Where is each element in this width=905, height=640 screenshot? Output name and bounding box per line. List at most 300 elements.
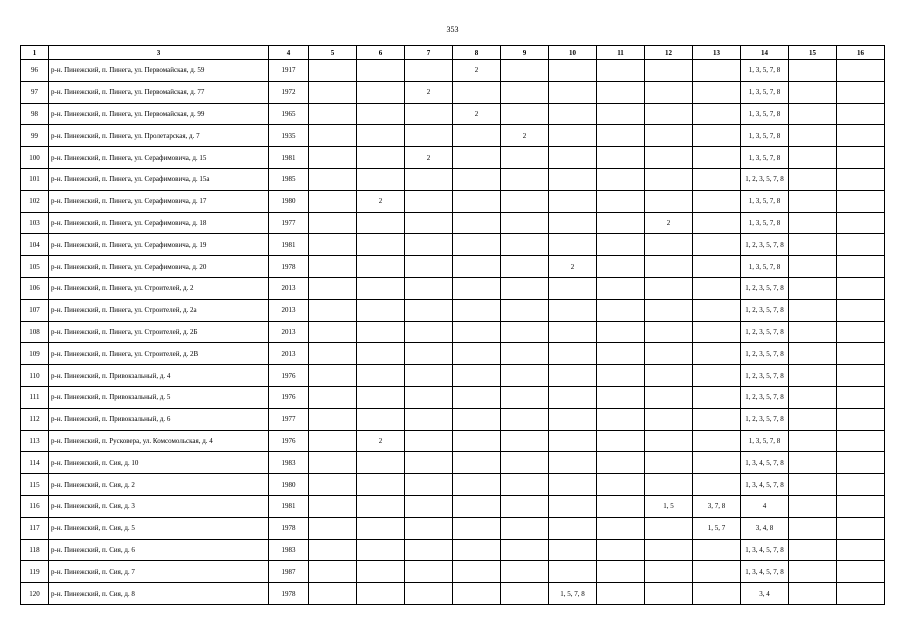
address-cell: р-н. Пинежский, п. Пинега, ул. Первомайская, д. 59: [49, 60, 269, 82]
col-11-cell: [597, 561, 645, 583]
col-8-cell: [453, 125, 501, 147]
col-16-cell: [837, 125, 885, 147]
col-6-cell: [357, 125, 405, 147]
col-11-cell: [597, 452, 645, 474]
col-9-cell: [501, 256, 549, 278]
col-15-cell: [789, 234, 837, 256]
table-row: [21, 430, 885, 452]
col-7-cell: [405, 561, 453, 583]
col-9-cell: [501, 517, 549, 539]
col-14-cell: 1, 2, 3, 5, 7, 8: [741, 234, 789, 256]
col-13-cell: [693, 321, 741, 343]
col-10-cell: [549, 212, 597, 234]
year-cell: 1972: [269, 81, 309, 103]
col-8-cell: [453, 277, 501, 299]
col-15-cell: [789, 452, 837, 474]
row-number-cell: 96: [21, 60, 49, 82]
col-7-cell: [405, 103, 453, 125]
col-9-cell: [501, 212, 549, 234]
address-cell: р-н. Пинежский, п. Русковера, ул. Комсомольская, д. 4: [49, 430, 269, 452]
table-row: [21, 299, 885, 321]
col-13-cell: [693, 299, 741, 321]
column-header: 8: [453, 46, 501, 60]
col-10-cell: [549, 517, 597, 539]
col-13-cell: [693, 168, 741, 190]
column-header: 11: [597, 46, 645, 60]
col-10-cell: [549, 125, 597, 147]
address-cell: р-н. Пинежский, п. Пинега, ул. Серафимовича, д. 15: [49, 147, 269, 169]
col-13-cell: [693, 256, 741, 278]
col-6-cell: [357, 517, 405, 539]
col-16-cell: [837, 386, 885, 408]
col-11-cell: [597, 212, 645, 234]
table-row: [21, 234, 885, 256]
col-13-cell: [693, 430, 741, 452]
col-14-cell: 1, 2, 3, 5, 7, 8: [741, 365, 789, 387]
year-cell: 1981: [269, 495, 309, 517]
col-16-cell: [837, 168, 885, 190]
col-6-cell: [357, 583, 405, 605]
col-13-cell: [693, 474, 741, 496]
column-header: 13: [693, 46, 741, 60]
year-cell: 1980: [269, 190, 309, 212]
col-12-cell: [645, 452, 693, 474]
col-12-cell: [645, 561, 693, 583]
col-10-cell: [549, 474, 597, 496]
col-16-cell: [837, 60, 885, 82]
col-8-cell: [453, 190, 501, 212]
col-13-cell: [693, 539, 741, 561]
col-10-cell: 1, 5, 7, 8: [549, 583, 597, 605]
row-number-cell: 97: [21, 81, 49, 103]
col-5-cell: [309, 103, 357, 125]
row-number-cell: 108: [21, 321, 49, 343]
col-11-cell: [597, 583, 645, 605]
col-16-cell: [837, 256, 885, 278]
col-5-cell: [309, 430, 357, 452]
address-cell: р-н. Пинежский, п. Пинега, ул. Строителей, д. 2а: [49, 299, 269, 321]
col-13-cell: [693, 386, 741, 408]
table-row: [21, 256, 885, 278]
col-16-cell: [837, 408, 885, 430]
col-8-cell: [453, 234, 501, 256]
col-9-cell: [501, 343, 549, 365]
address-cell: р-н. Пинежский, п. Сия, д. 7: [49, 561, 269, 583]
col-14-cell: 1, 3, 5, 7, 8: [741, 103, 789, 125]
row-number-cell: 119: [21, 561, 49, 583]
col-15-cell: [789, 321, 837, 343]
address-cell: р-н. Пинежский, п. Пинега, ул. Серафимовича, д. 17: [49, 190, 269, 212]
col-8-cell: [453, 495, 501, 517]
col-6-cell: [357, 561, 405, 583]
col-12-cell: [645, 408, 693, 430]
col-9-cell: [501, 474, 549, 496]
col-15-cell: [789, 517, 837, 539]
col-8-cell: 2: [453, 60, 501, 82]
col-7-cell: [405, 256, 453, 278]
col-10-cell: [549, 168, 597, 190]
col-5-cell: [309, 277, 357, 299]
table-row: [21, 495, 885, 517]
col-16-cell: [837, 212, 885, 234]
col-7-cell: [405, 430, 453, 452]
col-10-cell: [549, 408, 597, 430]
col-14-cell: 1, 2, 3, 5, 7, 8: [741, 168, 789, 190]
col-8-cell: [453, 430, 501, 452]
col-10-cell: [549, 365, 597, 387]
col-16-cell: [837, 321, 885, 343]
col-16-cell: [837, 343, 885, 365]
col-7-cell: [405, 343, 453, 365]
col-14-cell: 1, 2, 3, 5, 7, 8: [741, 321, 789, 343]
table-row: [21, 125, 885, 147]
table-row: [21, 539, 885, 561]
col-11-cell: [597, 103, 645, 125]
col-15-cell: [789, 539, 837, 561]
year-cell: 1978: [269, 517, 309, 539]
table-row: [21, 343, 885, 365]
col-6-cell: [357, 234, 405, 256]
year-cell: 1987: [269, 561, 309, 583]
col-14-cell: 3, 4, 8: [741, 517, 789, 539]
col-14-cell: 1, 3, 5, 7, 8: [741, 147, 789, 169]
column-header: 7: [405, 46, 453, 60]
page-number: 353: [446, 25, 459, 34]
col-9-cell: [501, 234, 549, 256]
col-5-cell: [309, 299, 357, 321]
col-11-cell: [597, 234, 645, 256]
col-14-cell: 1, 2, 3, 5, 7, 8: [741, 343, 789, 365]
col-16-cell: [837, 561, 885, 583]
col-14-cell: 1, 3, 5, 7, 8: [741, 212, 789, 234]
col-15-cell: [789, 125, 837, 147]
column-header: 6: [357, 46, 405, 60]
col-16-cell: [837, 583, 885, 605]
col-9-cell: [501, 277, 549, 299]
row-number-cell: 117: [21, 517, 49, 539]
address-cell: р-н. Пинежский, п. Сия, д. 3: [49, 495, 269, 517]
col-14-cell: 1, 3, 5, 7, 8: [741, 430, 789, 452]
col-7-cell: [405, 539, 453, 561]
col-10-cell: [549, 147, 597, 169]
col-9-cell: [501, 81, 549, 103]
row-number-cell: 102: [21, 190, 49, 212]
col-16-cell: [837, 234, 885, 256]
col-10-cell: [549, 81, 597, 103]
col-16-cell: [837, 517, 885, 539]
year-cell: 1977: [269, 212, 309, 234]
col-14-cell: 1, 3, 5, 7, 8: [741, 190, 789, 212]
column-header: 10: [549, 46, 597, 60]
col-5-cell: [309, 147, 357, 169]
col-15-cell: [789, 495, 837, 517]
col-7-cell: 2: [405, 81, 453, 103]
col-7-cell: [405, 125, 453, 147]
col-10-cell: [549, 60, 597, 82]
col-5-cell: [309, 212, 357, 234]
col-13-cell: [693, 60, 741, 82]
address-cell: р-н. Пинежский, п. Привокзальный, д. 5: [49, 386, 269, 408]
table-row: [21, 168, 885, 190]
address-cell: р-н. Пинежский, п. Привокзальный, д. 4: [49, 365, 269, 387]
year-cell: 2013: [269, 343, 309, 365]
table-row: [21, 147, 885, 169]
col-13-cell: [693, 343, 741, 365]
col-15-cell: [789, 212, 837, 234]
col-15-cell: [789, 474, 837, 496]
col-14-cell: 1, 2, 3, 5, 7, 8: [741, 299, 789, 321]
col-6-cell: [357, 365, 405, 387]
year-cell: 1976: [269, 365, 309, 387]
col-15-cell: [789, 81, 837, 103]
col-12-cell: [645, 517, 693, 539]
col-9-cell: [501, 561, 549, 583]
col-16-cell: [837, 452, 885, 474]
year-cell: 1983: [269, 539, 309, 561]
col-6-cell: [357, 408, 405, 430]
col-16-cell: [837, 365, 885, 387]
column-header: 3: [49, 46, 269, 60]
col-14-cell: 1, 2, 3, 5, 7, 8: [741, 408, 789, 430]
col-15-cell: [789, 430, 837, 452]
col-15-cell: [789, 408, 837, 430]
col-6-cell: [357, 343, 405, 365]
col-11-cell: [597, 125, 645, 147]
column-header: 14: [741, 46, 789, 60]
col-14-cell: 1, 3, 5, 7, 8: [741, 125, 789, 147]
address-cell: р-н. Пинежский, п. Пинега, ул. Серафимовича, д. 15а: [49, 168, 269, 190]
col-6-cell: [357, 212, 405, 234]
col-13-cell: [693, 561, 741, 583]
row-number-cell: 106: [21, 277, 49, 299]
col-8-cell: [453, 256, 501, 278]
col-12-cell: [645, 256, 693, 278]
row-number-cell: 101: [21, 168, 49, 190]
col-9-cell: [501, 539, 549, 561]
col-6-cell: [357, 321, 405, 343]
year-cell: 1981: [269, 234, 309, 256]
col-6-cell: [357, 386, 405, 408]
table-row: [21, 517, 885, 539]
col-8-cell: [453, 343, 501, 365]
year-cell: 2013: [269, 299, 309, 321]
col-7-cell: [405, 299, 453, 321]
address-cell: р-н. Пинежский, п. Сия, д. 5: [49, 517, 269, 539]
col-11-cell: [597, 147, 645, 169]
col-15-cell: [789, 386, 837, 408]
col-16-cell: [837, 495, 885, 517]
col-12-cell: [645, 60, 693, 82]
col-5-cell: [309, 495, 357, 517]
col-9-cell: [501, 147, 549, 169]
row-number-cell: 103: [21, 212, 49, 234]
col-13-cell: [693, 583, 741, 605]
col-14-cell: 4: [741, 495, 789, 517]
col-15-cell: [789, 583, 837, 605]
col-12-cell: [645, 125, 693, 147]
col-14-cell: 1, 3, 5, 7, 8: [741, 60, 789, 82]
col-9-cell: [501, 408, 549, 430]
col-11-cell: [597, 495, 645, 517]
col-15-cell: [789, 299, 837, 321]
col-5-cell: [309, 168, 357, 190]
col-11-cell: [597, 386, 645, 408]
col-5-cell: [309, 517, 357, 539]
col-13-cell: [693, 190, 741, 212]
col-12-cell: [645, 474, 693, 496]
col-10-cell: [549, 539, 597, 561]
col-5-cell: [309, 234, 357, 256]
col-10-cell: [549, 452, 597, 474]
col-12-cell: [645, 321, 693, 343]
address-cell: р-н. Пинежский, п. Пинега, ул. Строителей, д. 2Б: [49, 321, 269, 343]
table-row: [21, 103, 885, 125]
col-15-cell: [789, 343, 837, 365]
col-10-cell: [549, 321, 597, 343]
col-7-cell: [405, 60, 453, 82]
col-8-cell: [453, 561, 501, 583]
col-6-cell: [357, 299, 405, 321]
row-number-cell: 98: [21, 103, 49, 125]
col-6-cell: [357, 452, 405, 474]
table-row: [21, 452, 885, 474]
address-cell: р-н. Пинежский, п. Сия, д. 8: [49, 583, 269, 605]
col-8-cell: [453, 517, 501, 539]
col-6-cell: 2: [357, 190, 405, 212]
col-13-cell: 3, 7, 8: [693, 495, 741, 517]
row-number-cell: 113: [21, 430, 49, 452]
col-12-cell: [645, 168, 693, 190]
col-5-cell: [309, 452, 357, 474]
col-7-cell: [405, 212, 453, 234]
table-row: [21, 408, 885, 430]
col-8-cell: [453, 299, 501, 321]
year-cell: 1976: [269, 386, 309, 408]
year-cell: 1935: [269, 125, 309, 147]
table-row: [21, 474, 885, 496]
col-11-cell: [597, 277, 645, 299]
table-body: [21, 60, 885, 605]
col-11-cell: [597, 474, 645, 496]
column-header: 12: [645, 46, 693, 60]
col-9-cell: [501, 321, 549, 343]
col-13-cell: 1, 5, 7: [693, 517, 741, 539]
row-number-cell: 107: [21, 299, 49, 321]
col-13-cell: [693, 452, 741, 474]
col-9-cell: [501, 430, 549, 452]
col-11-cell: [597, 408, 645, 430]
col-5-cell: [309, 539, 357, 561]
col-8-cell: [453, 147, 501, 169]
col-13-cell: [693, 212, 741, 234]
col-8-cell: [453, 474, 501, 496]
col-10-cell: [549, 277, 597, 299]
col-9-cell: 2: [501, 125, 549, 147]
table-row: [21, 212, 885, 234]
col-10-cell: [549, 430, 597, 452]
table-row: [21, 81, 885, 103]
col-14-cell: 1, 3, 5, 7, 8: [741, 256, 789, 278]
table-row: [21, 60, 885, 82]
address-cell: р-н. Пинежский, п. Пинега, ул. Строителей, д. 2: [49, 277, 269, 299]
year-cell: 2013: [269, 321, 309, 343]
col-15-cell: [789, 103, 837, 125]
col-5-cell: [309, 81, 357, 103]
year-cell: 1978: [269, 256, 309, 278]
col-10-cell: [549, 386, 597, 408]
col-14-cell: 1, 3, 4, 5, 7, 8: [741, 452, 789, 474]
col-6-cell: [357, 256, 405, 278]
col-9-cell: [501, 583, 549, 605]
row-number-cell: 115: [21, 474, 49, 496]
col-8-cell: [453, 539, 501, 561]
col-7-cell: [405, 277, 453, 299]
col-12-cell: [645, 343, 693, 365]
col-8-cell: [453, 408, 501, 430]
col-13-cell: [693, 365, 741, 387]
col-5-cell: [309, 474, 357, 496]
col-7-cell: [405, 365, 453, 387]
address-cell: р-н. Пинежский, п. Пинега, ул. Строителей, д. 2В: [49, 343, 269, 365]
year-cell: 1917: [269, 60, 309, 82]
col-12-cell: [645, 277, 693, 299]
col-16-cell: [837, 147, 885, 169]
table-row: [21, 561, 885, 583]
col-8-cell: [453, 365, 501, 387]
col-12-cell: 1, 5: [645, 495, 693, 517]
col-12-cell: [645, 365, 693, 387]
col-13-cell: [693, 81, 741, 103]
row-number-cell: 109: [21, 343, 49, 365]
col-6-cell: [357, 539, 405, 561]
col-9-cell: [501, 60, 549, 82]
col-10-cell: [549, 299, 597, 321]
col-8-cell: [453, 386, 501, 408]
col-7-cell: [405, 386, 453, 408]
address-cell: р-н. Пинежский, п. Пинега, ул. Первомайская, д. 99: [49, 103, 269, 125]
col-8-cell: [453, 81, 501, 103]
col-5-cell: [309, 190, 357, 212]
col-7-cell: [405, 583, 453, 605]
col-5-cell: [309, 343, 357, 365]
col-16-cell: [837, 103, 885, 125]
col-9-cell: [501, 452, 549, 474]
table-row: [21, 321, 885, 343]
col-7-cell: [405, 190, 453, 212]
col-6-cell: [357, 103, 405, 125]
col-6-cell: [357, 277, 405, 299]
col-7-cell: [405, 517, 453, 539]
address-cell: р-н. Пинежский, п. Пинега, ул. Серафимовича, д. 18: [49, 212, 269, 234]
col-6-cell: [357, 81, 405, 103]
col-16-cell: [837, 81, 885, 103]
address-cell: р-н. Пинежский, п. Пинега, ул. Первомайская, д. 77: [49, 81, 269, 103]
col-8-cell: 2: [453, 103, 501, 125]
address-cell: р-н. Пинежский, п. Сия, д. 10: [49, 452, 269, 474]
row-number-cell: 100: [21, 147, 49, 169]
table-row: [21, 190, 885, 212]
address-cell: р-н. Пинежский, п. Сия, д. 2: [49, 474, 269, 496]
col-12-cell: [645, 583, 693, 605]
year-cell: 1978: [269, 583, 309, 605]
col-13-cell: [693, 277, 741, 299]
col-5-cell: [309, 60, 357, 82]
col-16-cell: [837, 299, 885, 321]
year-cell: 2013: [269, 277, 309, 299]
col-13-cell: [693, 103, 741, 125]
address-cell: р-н. Пинежский, п. Сия, д. 6: [49, 539, 269, 561]
col-9-cell: [501, 168, 549, 190]
